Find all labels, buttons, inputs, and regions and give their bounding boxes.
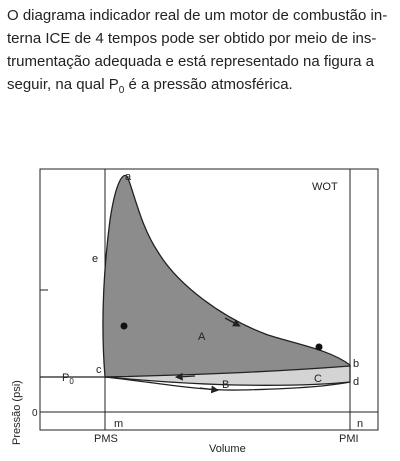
question-line-2: terna ICE de 4 tempos pode ser obtido por meio de ins- [7, 30, 377, 47]
label-b: b [353, 358, 360, 370]
label-n: n [357, 418, 364, 430]
loop-a [103, 175, 350, 377]
label-e: e [92, 253, 99, 265]
label-a: a [125, 171, 132, 183]
p0-label-sub: 0 [69, 377, 74, 386]
question-line-4-end: é a pressão atmosférica. [124, 76, 293, 93]
p0-axis-label [62, 372, 74, 386]
pms-label: PMS [94, 433, 118, 445]
label-m: m [114, 418, 124, 430]
label-c: c [96, 364, 102, 376]
y-axis-label: Pressão (psi) [11, 380, 23, 445]
question-text [7, 4, 399, 96]
label-d: d [353, 376, 360, 388]
point-marker-right [316, 344, 323, 351]
question-line-4-start: seguir, na qual P [7, 76, 119, 93]
label-region-a: A [198, 331, 206, 343]
plot-frame [40, 169, 378, 430]
p0-label-p: P [62, 372, 70, 384]
question-line-1: O diagrama indicador real de um motor de combustão in- [7, 7, 388, 24]
label-region-c: C [314, 373, 322, 385]
p0-subscript: 0 [118, 85, 125, 96]
point-marker-left [121, 323, 128, 330]
pmi-label: PMI [339, 433, 359, 445]
question-line-3: trumentação adequada e está representado na figura a [7, 53, 374, 70]
zero-label: 0 [32, 408, 38, 419]
x-axis-label: Volume [209, 443, 246, 455]
question-line-4 [7, 73, 399, 96]
pv-indicator-diagram [0, 160, 400, 461]
wot-label: WOT [312, 181, 338, 193]
label-region-b: B [222, 379, 230, 391]
